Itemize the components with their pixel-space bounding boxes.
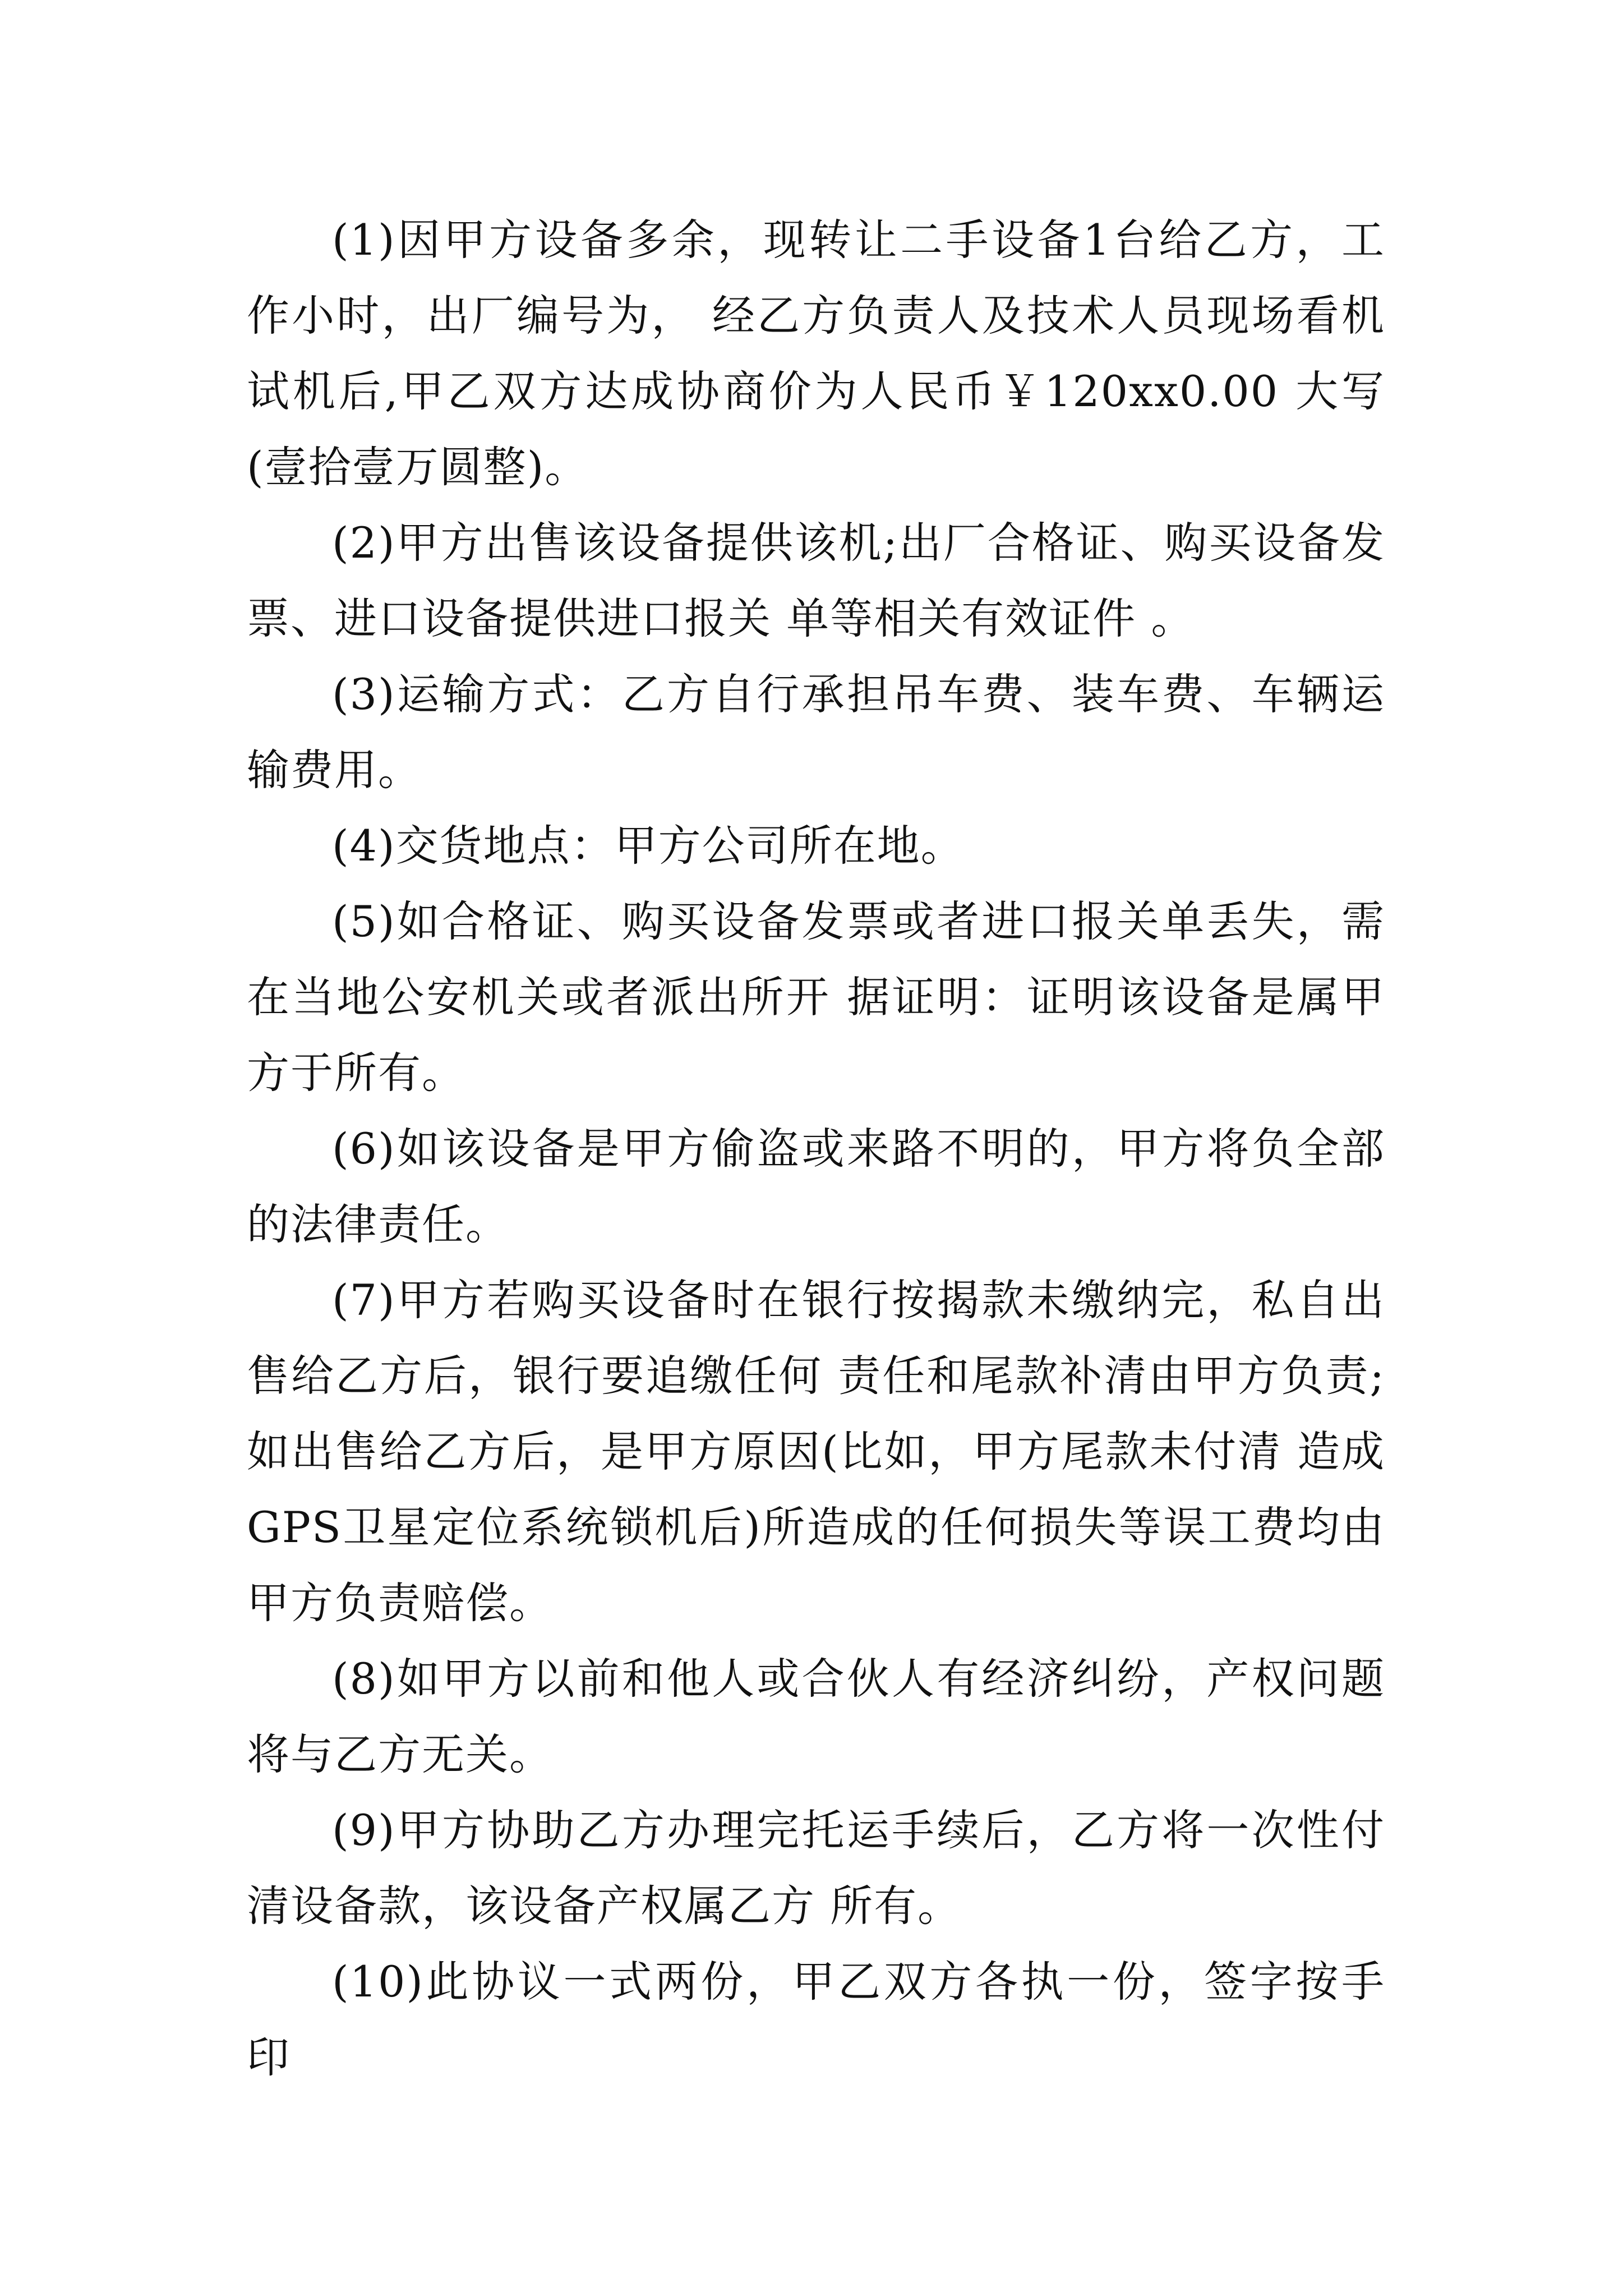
clause-8: (8)如甲方以前和他人或合伙人有经济纠纷，产权问题将与乙方无关。 bbox=[247, 1654, 1385, 1779]
clause-4: (4)交货地点：甲方公司所在地。 bbox=[332, 821, 965, 871]
clause-1: (1)因甲方设备多余，现转让二手设备1台给乙方，工作小时，出厂编号为， 经乙方负责人及技术人员现场看机试机后,甲乙双方达成协商价为人民币￥120xx0.00 大写(壹拾壹万圆整)。 bbox=[247, 215, 1385, 492]
clause-6: (6)如该设备是甲方偷盗或来路不明的，甲方将负全部的法律责任。 bbox=[247, 1124, 1385, 1249]
clause-9: (9)甲方协助乙方办理完托运手续后，乙方将一次性付清设备款，该设备产权属乙方 所有。 bbox=[247, 1805, 1385, 1931]
clause-7: (7)甲方若购买设备时在银行按揭款未缴纳完，私自出售给乙方后，银行要追缴任何 责任和尾款补清由甲方负责;如出售给乙方后，是甲方原因(比如，甲方尾款未付清 造成GPS卫星定位系统锁机后)所造成的任何损失等误工费均由甲方负责赔偿。 bbox=[247, 1275, 1385, 1628]
document-body bbox=[247, 202, 1385, 2095]
clause-10: (10)此协议一式两份，甲乙双方各执一份，签字按手印 bbox=[247, 1957, 1385, 2082]
clause-3: (3)运输方式：乙方自行承担吊车费、装车费、车辆运输费用。 bbox=[247, 669, 1385, 795]
clause-2: (2)甲方出售该设备提供该机;出厂合格证、购买设备发票、进口设备提供进口报关 单等相关有效证件 。 bbox=[247, 518, 1385, 643]
clause-5: (5)如合格证、购买设备发票或者进口报关单丢失，需在当地公安机关或者派出所开 据证明：证明该设备是属甲方于所有。 bbox=[247, 896, 1385, 1098]
